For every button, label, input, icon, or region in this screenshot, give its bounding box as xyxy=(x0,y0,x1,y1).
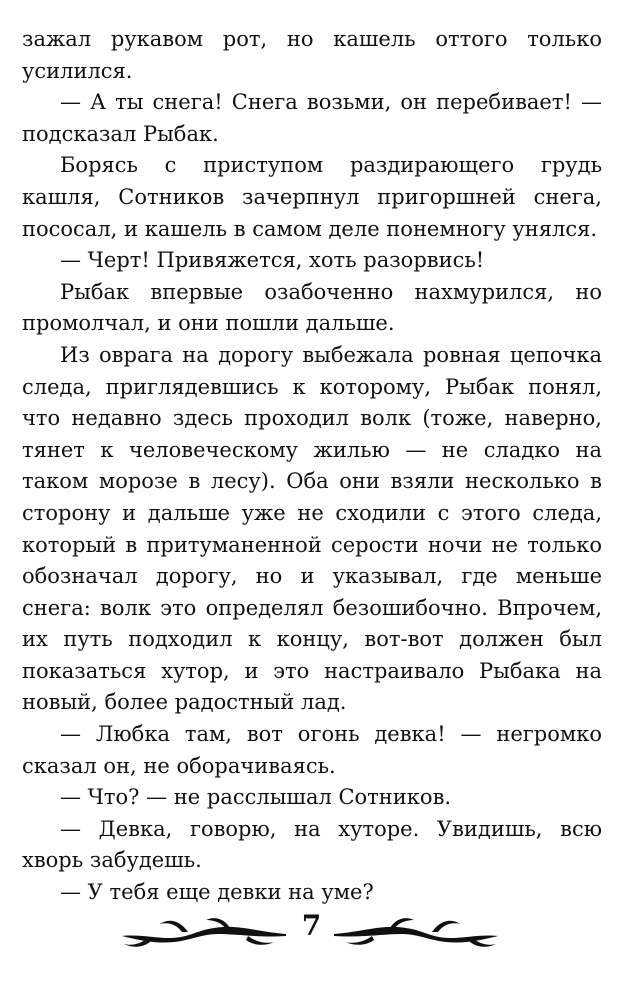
page-number: 7 xyxy=(301,909,322,942)
page-footer xyxy=(0,906,623,966)
flourish-ornament-icon xyxy=(332,914,502,950)
paragraph-10: — У тебя еще девки на уме? xyxy=(60,880,374,905)
paragraph-6: Из оврага на дорогу выбежала ровная цепочка следа, приглядевшись к которому, Рыбак понял, что недавно здесь проходил волк (тоже, наверно, тянет к человеческому жилью — не сладко на таком морозе в лесу). Оба они взяли несколько в сторону и дальше уже не сходили с этого следа, который в притуманенной серости ночи не только обозначал дорогу, но и указывал, где меньше снега: волк это определял безошибочно. Впрочем, их путь подходил к концу, вот-вот должен был показаться хутор, и это настраивало Рыбака на новый, более радостный лад. xyxy=(22,342,602,715)
paragraph-7: — Любка там, вот огонь девка! — негромко сказал он, не оборачиваясь. xyxy=(22,722,602,778)
paragraph-8: — Что? — не расслышал Сотников. xyxy=(60,785,452,810)
paragraph-4: — Черт! Привяжется, хоть разорвись! xyxy=(60,248,485,273)
paragraph-1: зажал рукавом рот, но кашель оттого только усилился. xyxy=(22,27,602,83)
paragraph-2: — А ты снега! Снега возьми, он перебивает! — подсказал Рыбак. xyxy=(22,90,602,146)
paragraph-3: Борясь с приступом раздирающего грудь кашля, Сотников зачерпнул пригоршней снега, пососал, и кашель в самом деле понемногу унялся. xyxy=(22,153,602,241)
paragraph-5: Рыбак впервые озабоченно нахмурился, но промолчал, и они пошли дальше. xyxy=(22,279,602,336)
paragraph-9: — Девка, говорю, на хуторе. Увидишь, всю хворь забудешь. xyxy=(22,816,602,873)
page-body xyxy=(22,24,602,909)
